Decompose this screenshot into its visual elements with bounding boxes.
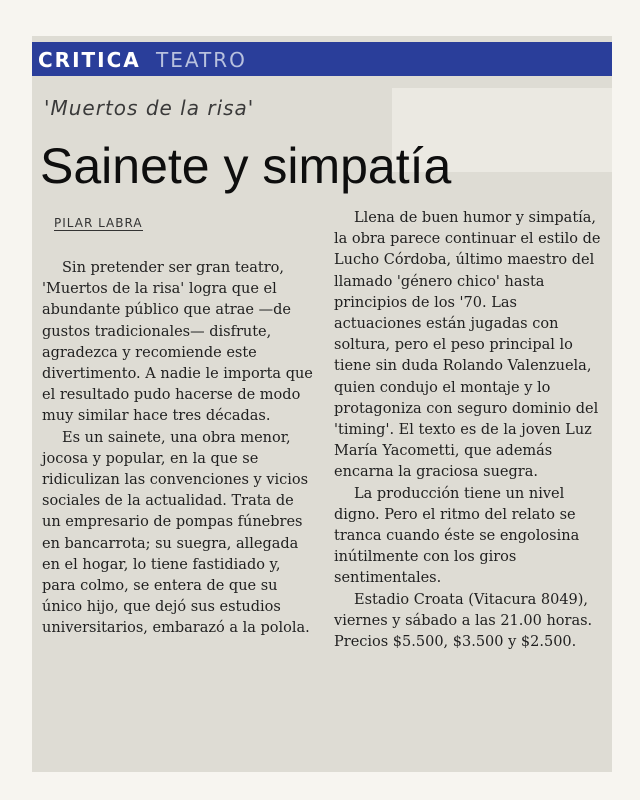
section-label: CRITICA [38, 48, 141, 72]
article-column-2 [334, 208, 606, 653]
paragraph: Sin pretender ser gran teatro, 'Muertos de la risa' logra que el abundante público que atrae —de gustos tradicionales— disfrute, agradezca y recomiende este divertimento. A nadie le importa que el resultado pudo hacerse de modo muy similar hace tres décadas. [42, 260, 313, 425]
byline: PILAR LABRA [54, 216, 143, 230]
headline: Sainete y simpatía [40, 138, 452, 194]
paragraph: Llena de buen humor y simpatía, la obra parece continuar el estilo de Lucho Córdoba, último maestro del llamado 'género chico' hasta principios de los '70. Las actuaciones están jugadas con soltura, pero el peso principal lo tiene sin duda Rolando Valenzuela, quien condujo el montaje y lo protagoniza con seguro dominio del 'timing'. El texto es de la joven Luz María Yacometti, que además encarna la graciosa suegra. [334, 210, 601, 481]
subsection-label: TEATRO [156, 48, 247, 72]
newspaper-clipping [32, 36, 612, 772]
paragraph: Es un sainete, una obra menor, jocosa y popular, en la que se ridiculizan las convenciones y vicios sociales de la actualidad. Trata de un empresario de pompas fúnebres en bancarrota; su suegra, allegada en el hogar, lo tiene fastidiado y, para colmo, se entera de que su único hijo, que dejó sus estudios universitarios, embarazó a la polola. [42, 429, 310, 637]
kicker: 'Muertos de la risa' [44, 96, 255, 120]
paragraph: La producción tiene un nivel digno. Pero el ritmo del relato se tranca cuando éste se engolosina inútilmente con los giros sentimentales. [334, 485, 580, 587]
section-banner [32, 42, 612, 76]
article-column-1 [42, 258, 316, 640]
venue-info: Estadio Croata (Vitacura 8049), viernes y sábado a las 21.00 horas. Precios $5.500, $3.500 y $2.500. [334, 591, 593, 651]
